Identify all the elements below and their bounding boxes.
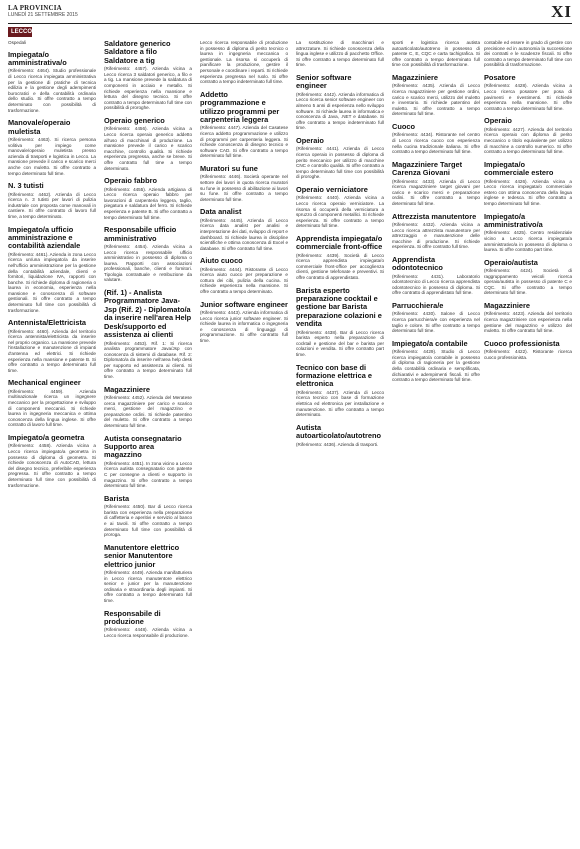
job-description: (Riferimento: 4447). Azienda del Casatese ricerca addetto programmazione e utilizzo di programmi per carpenteria leggera. Si richiede conoscenza di disegno tecnico e software CAD. Si offre contratto a tempo determinato full time. — [200, 125, 288, 159]
job-listing — [296, 74, 384, 131]
job-title: Autista consegnatario Supporto area magazzino — [104, 433, 182, 460]
job-listing — [392, 161, 480, 207]
job-description: (Riferimento: 4463). Si ricerca persona volitiva per impiego come manovale/operaio muletista presso azienda di trasporti e logistica in Lecco. La mansione prevede il carico e scarico merci anche con muletto. Si offre contratto a tempo determinato full time. — [8, 136, 96, 176]
job-description: (Riferimento: 4444). Ristorante di Lecco ricerca aiuto cuoco per preparazione e cottura dei cibi, pulizia della cucina. Si richiede esperienza nella mansione. Si offre contratto a tempo determinato. — [200, 266, 288, 295]
job-title: Apprendista impiegata/o commerciale front-office — [296, 233, 383, 252]
job-description: contabile ed essere in grado di gestire con precisione ed in autonomia la successione dei contratti e le scadenze fiscali. Si offre contratto a tempo determinato full time con possibilità di trasformazione. — [484, 40, 572, 68]
job-description: (Riferimento: 4451). In zona vicino a Lecco ricerca autista consegnatario con patente C per consegne a clienti e supporto in magazzino. Si offre contratto a tempo determinato full time. — [104, 460, 192, 489]
job-title: Addetto programmazione e utilizzo programmi per carpenteria leggera — [200, 89, 280, 124]
job-title: Autista autoarticolato/autotreno — [296, 422, 381, 441]
job-listings — [8, 40, 572, 845]
job-listing — [8, 51, 96, 114]
job-description: (Riferimento: 4432). Azienda vicina a Lecco ricerca attrezzista manutentore per attrezzaggio e manutenzione delle macchine di produzione. Si richiede esperienza. Si offre contratto full time. — [392, 221, 480, 250]
job-description: (Riferimento: 4461). Azienda in zona Lecco ricerca un/una impiegato/a da inserire nell'ufficio amministrazione per la gestione della contabilità aziendale, clienti e fornitori, liquidazione IVA, rapporti con banche. Si richiede diploma di ragioneria o laurea in economia, esperienza nella mansione e conoscenza di software gestionali. Si offre contratto a tempo determinato full time con possibilità di trasformazione. — [8, 251, 96, 313]
job-listing — [104, 435, 192, 489]
column-1 — [8, 40, 96, 845]
job-listing — [200, 40, 288, 85]
job-title: Senior software engineer — [296, 72, 352, 91]
job-description: (Riferimento: 4459). Azienda multinazionale ricerca un ingegnere meccanico per la progettazione e sviluppo di componenti meccanici. Si richiede laurea in ingegneria meccanica e ottima conoscenza della lingua inglese. Si offre contratto di lavoro full time. — [8, 388, 96, 428]
job-description: (Riferimento: 4436). Azienda di trasporti. — [296, 441, 379, 447]
job-listing — [8, 226, 96, 314]
job-title: Muratori su fune — [200, 163, 258, 173]
job-description: (Riferimento: 4457). Azienda vicina a Lecco ricerca 3 saldatori generico, a filo e a tig. La mansione prevede la saldatura di componenti in acciaio e metallo. Si richiede esperienza nella mansione e lettura del disegno tecnico. Si offre contratto a tempo determinato full time con possibilità di proroghe. — [104, 66, 192, 111]
job-title: Operaio fabbro — [104, 176, 157, 186]
job-title: Responsabile di produzione — [104, 608, 161, 626]
job-title: Impiegata/o amministrativa/o — [8, 49, 67, 67]
job-listing — [392, 123, 480, 155]
job-listing — [104, 544, 192, 604]
job-title: Magazziniere — [104, 384, 151, 394]
job-description: (Riferimento: 4443). Azienda informatica di Lecco ricerca junior software engineer. Si richiede laurea in informatica o ingegneria e conoscenza di linguaggi di programmazione. Si offre contratto full time. — [200, 310, 288, 344]
job-listing — [104, 495, 192, 538]
column-4 — [296, 40, 384, 845]
job-title: Saldatore generico Saldatore a filo Saldatore a tig — [104, 40, 171, 65]
job-description: (Riferimento: 4450). Bar di Lecco ricerca barista con esperienza nella preparazione di caffetteria e aperitivi e servizio al banco e ai tavoli. Si offre contratto a tempo determinato full time con possibilità di proroga. — [104, 504, 192, 538]
job-description: (Riferimento: 4460). Azienda del territorio ricerca antennista/elettricista da inserire nel proprio organico. La mansione prevede l'installazione e manutenzione di impianti d'antenna ed elettrici. Si richiede esperienza nella mansione e patente B. Si offre contratto a tempo determinato full time. — [8, 328, 96, 373]
job-description: (Riferimento: 4430). Salone di Lecco ricerca parrucchiera/e con esperienza nel taglio e colore. Si offre contratto a tempo determinato full time. — [392, 311, 480, 334]
job-listing — [392, 74, 480, 117]
job-description: (Riferimento: 4428). Azienda vicina a Lecco ricerca posatore per posa di pavimenti e rivestimenti. Si richiede esperienza nella mansione. Si offre contratto a tempo determinato full time. — [484, 83, 572, 111]
page-number: XI — [551, 2, 572, 21]
job-listing — [484, 40, 572, 68]
job-listing — [104, 226, 192, 283]
job-listing — [200, 165, 288, 202]
job-title: Responsabile ufficio amministrativo — [104, 225, 177, 243]
job-description: (Riferimento: 4453). Rif. 1: Si ricerca analista programmatore Java/Jsp con conoscenza di sistemi di database. Rif. 2: Diplomato/a da inserire nell'area help desk per supporto ed assistenza ai clienti. Si offre contratto a tempo determinato full time. — [104, 340, 192, 380]
job-title: Manutentore elettrico senior Manutentore elettrico junior — [104, 542, 180, 569]
job-listing — [200, 257, 288, 294]
job-listing — [8, 319, 96, 373]
job-title: Cuoco professionista — [484, 338, 560, 348]
job-listing — [104, 289, 192, 380]
job-description: (Riferimento: 4449). Azienda manifatturiera in Lecco ricerca manutentore elettrico senior e junior per la manutenzione ordinaria e straordinaria degli impianti. Si offre contratto a tempo determinato full time. — [104, 570, 192, 603]
job-title: Cuoco — [392, 121, 415, 131]
job-description: (Riferimento: 4427). Azienda del territorio ricerca operaio con diploma di perito meccanico o titolo equivalente per utilizzo di macchine a controllo numerico. Si offre contratto a tempo determinato full time. — [484, 126, 572, 155]
job-listing — [104, 386, 192, 429]
issue-date: LUNEDÌ 21 SETTEMBRE 2015 — [8, 12, 78, 18]
column-5 — [392, 40, 480, 845]
job-title: Magazziniere — [484, 301, 531, 311]
job-description: Lecco ricerca responsabile di produzione in possesso di diploma di perito tecnico o laurea in ingegneria meccanica o gestionale. La risorsa si occuperà di pianificare la produzione, gestire il personale e coordinare i reparti. Si richiede esperienza pregressa nel ruolo. Si offre contratto a tempo indeterminato full time. — [200, 40, 288, 85]
job-listing — [296, 186, 384, 229]
job-title: Aiuto cuoco — [200, 256, 243, 266]
job-description: (Riferimento: 4439). Società di Lecco ricerca apprendista impiegata/o commerciale front-office per accoglienza clienti, gestione telefonate e preventivi. Si offre contratto di apprendistato. — [296, 252, 384, 281]
column-intro: Ospedali — [8, 40, 27, 45]
job-listing — [296, 40, 384, 68]
job-description: (Riferimento: 4423). Azienda del territorio ricerca magazziniere con esperienza nella gestione del magazzino e utilizzo del muletto. Si offre contratto full time. — [484, 311, 572, 334]
job-title: Impiegato/a ufficio amministrazione e contabilità aziendale — [8, 224, 81, 251]
job-description: (Riferimento: 4424). Società di raggruppamento veicoli ricerca operaio/autista in possesso di patente C e CQC. Si offre contratto a tempo determinato full time. — [484, 268, 572, 296]
job-description: (Riferimento: 4425). Centro residenziale vicino a Lecco ricerca impiegato/a amministrativo/a in possesso di diploma o laurea. Si offre contratto part time. — [484, 230, 572, 253]
job-description: (Riferimento: 4458). Azienda vicina a Lecco ricerca impiegato/a geometra in possesso di diploma di geometra. Si richiede conoscenza di AutoCAD, lettura del disegno tecnico, preferibile esperienza pregressa. Si offre contratto a tempo determinato full time con possibilità di trasformazione. — [8, 443, 96, 488]
job-listing — [200, 301, 288, 344]
job-listing — [8, 119, 96, 176]
job-description: (Riferimento: 4441). Azienda di Lecco ricerca operaio in possesso di diploma di perito meccanico per utilizzo di macchine CNC e controllo qualità. Si offre contratto a tempo determinato full time con possibilità di proroghe. — [296, 146, 384, 180]
job-title: Manovale/operaio muletista — [8, 118, 71, 136]
column-2 — [104, 40, 192, 845]
job-listing — [392, 256, 480, 296]
section-label: LECCO — [8, 27, 32, 37]
job-title: Impiegato/a contabile — [392, 338, 468, 348]
job-title: Attrezzista manutentore — [392, 211, 477, 221]
job-description: (Riferimento: 4422). Ristorante ricerca cuoco professionista. — [484, 349, 572, 360]
job-title: Antennista/Elettricista — [8, 318, 87, 328]
job-description: (Riferimento: 4448). Azienda vicina a Lecco ricerca responsabile di produzione. — [104, 627, 192, 638]
job-listing — [392, 340, 480, 383]
job-description: (Riferimento: 4462). Azienda di Lecco ricerca n. 3 tutisti per lavori di pulizia industriale con proposta come manovali in cantiere. Si offre contratto di lavoro full time, a tempo determinato. — [8, 191, 96, 219]
job-description: (Riferimento: 4446). Società operante nel settore dei lavori in quota ricerca muratori su fune in possesso di abilitazione ai lavori su fune. Si offre contratto a tempo determinato full time. — [200, 174, 288, 202]
job-description: (Riferimento: 4454). Azienda vicina a Lecco ricerca responsabile ufficio amministrativo in possesso di diploma o laurea. Rapporti con associazioni professionali, banche, clienti e fornitori. Tipologia contrattuale e retribuzione da valutare. — [104, 243, 192, 283]
job-listing — [484, 161, 572, 207]
job-title: Tecnico con base di formazione elettrica e elettronica — [296, 362, 372, 389]
job-description: (Riferimento: 4440). Azienda vicina a Lecco ricerca operaio verniciatore. La risorsa si occuperà della verniciatura a spruzzo di componenti metallici. Si richiede esperienza. Si offre contratto a tempo determinato full time. — [296, 195, 384, 229]
job-title: Apprendista odontotecnico — [392, 254, 443, 273]
job-description: sporti e logistica ricerca autista autoarticolato/autotreno in possesso di patente C, E, CQC e carta tachigrafica. Si offre contratto a tempo determinato full time con possibilità di trasformazione. — [392, 40, 480, 68]
job-title: Parrucchiera/e — [392, 301, 444, 311]
job-listing — [392, 302, 480, 334]
job-title: Magazziniere Target Carenza Giovani — [392, 159, 463, 178]
column-3 — [200, 40, 288, 845]
job-listing — [484, 302, 572, 334]
job-title: Data analist — [200, 207, 242, 217]
job-description: (Riferimento: 4437). Azienda di Lecco ricerca tecnico con base di formazione elettrica ed elettronica per installazione e manutenzione. Si offre contratto a tempo determinato. — [296, 389, 384, 418]
job-description: (Riferimento: 4431). Laboratorio odontotecnico di Lecco ricerca apprendista odontotecnico in possesso di diploma. Si offre contratto di apprendistato full time. — [392, 273, 480, 296]
job-listing — [296, 364, 384, 418]
job-title: Junior software engineer — [200, 299, 288, 309]
column-6 — [484, 40, 572, 845]
job-listing — [104, 40, 192, 111]
job-title: Barista — [104, 493, 130, 503]
job-listing — [484, 117, 572, 154]
job-listing — [200, 91, 288, 159]
job-title: N. 3 tutisti — [8, 181, 44, 191]
job-listing — [200, 208, 288, 251]
publication-name: LA PROVINCIA — [8, 4, 62, 12]
job-title: Posatore — [484, 72, 516, 82]
job-description: (Riferimento: 4435). Azienda di Lecco ricerca magazziniere per gestione ordini, carico e scarico merci, utilizzo del muletto e inventario. Si richiede patentino del muletto. Si offre contratto a tempo determinato full time. — [392, 83, 480, 117]
job-title: Operaio/autista — [484, 257, 538, 267]
job-title: Operaio — [296, 135, 324, 145]
job-description: (Riferimento: 4442). Azienda informatica di Lecco ricerca senior software engineer con almeno 5 anni di esperienza nello sviluppo software. Si richiede laurea in informatica e conoscenza di Java, .NET e database. Si offre contratto a tempo indeterminato full time. — [296, 91, 384, 131]
job-title: Operaio — [484, 116, 512, 126]
job-listing — [484, 213, 572, 253]
job-listing — [296, 424, 384, 447]
job-description: (Riferimento: 4445). Azienda di Lecco ricerca data analist per analisi e interpretazione dei dati, sviluppo di report e dashboard. Si richiede laurea in discipline scientifiche e ottima conoscenza di Excel e database. Si offre contratto full time. — [200, 217, 288, 251]
job-description: (Riferimento: 4434). Ristorante nel centro di Lecco ricerca cuoco con esperienza nella cucina tradizionale italiana. Si offre contratto a tempo determinato full time. — [392, 132, 480, 155]
job-listing — [8, 182, 96, 219]
job-description: (Riferimento: 4455). Azienda artigiana di Lecco ricerca operaio fabbro per lavorazioni di carpenteria leggera, taglio, piegatura e saldatura del ferro. Si richiede esperienza e patente B. Si offre contratto a tempo determinato full time. — [104, 186, 192, 220]
job-title: (Rif. 1) - Analista Programmatore Java-Jsp (Rif. 2) - Diplomato/a da inserire nell'area Help Desk/supporto ed assistenza ai clienti — [104, 288, 192, 340]
job-title: Operaio generico — [104, 115, 165, 125]
job-title: Impiegato/a amministrativo/a — [484, 211, 543, 229]
job-title: Barista esperto preparazione cocktail e gestione bar Barista preparazione colazioni e vendita — [296, 285, 382, 329]
job-description: La sostituzione di macchinari e attrezzature. Si richiede conoscenza della lingua inglese e utilizzo di pacchetto Office. Si offre contratto a tempo determinato full time. — [296, 40, 384, 68]
job-listing — [296, 287, 384, 358]
job-listing — [484, 74, 572, 111]
job-listing — [392, 213, 480, 250]
job-listing — [8, 379, 96, 428]
job-listing — [8, 434, 96, 488]
job-listing — [104, 117, 192, 171]
job-listing — [296, 235, 384, 281]
job-listing — [392, 40, 480, 68]
job-description: (Riferimento: 4438). Bar di Lecco ricerca barista esperto nella preparazione di cocktail e gestione del bar e barista per colazioni e vendita. Si offre contratto part time. — [296, 329, 384, 358]
job-listing — [104, 610, 192, 639]
job-title: Impiegato/a geometra — [8, 432, 85, 442]
job-description: (Riferimento: 4452). Azienda del Meratese cerca magazziniere per carico e scarico merci, gestione del magazzino e preparazione ordini. Si richiede patentino del muletto. Si offre contratto a tempo determinato full time. — [104, 395, 192, 429]
job-description: (Riferimento: 4429). Studio di Lecco ricerca impiegato/a contabile in possesso di diploma di ragioneria per la gestione della contabilità ordinaria e semplificata, dichiarativi e adempimenti fiscali. Si offre contratto a tempo determinato full time. — [392, 349, 480, 383]
masthead — [8, 4, 572, 22]
job-title: Mechanical engineer — [8, 378, 81, 388]
job-description: (Riferimento: 4433). Azienda di Lecco ricerca magazziniere target giovani per carico e scarico merci e preparazione ordini. Si offre contratto a tempo determinato full time. — [392, 178, 480, 206]
job-listing — [104, 177, 192, 220]
job-listing — [484, 259, 572, 296]
job-title: Operaio verniciatore — [296, 184, 368, 194]
job-title: Impiegata/o commerciale estero — [484, 159, 554, 178]
job-description: (Riferimento: 4456). Azienda vicina a Lecco ricerca operaio generico addetto all'uso di macchinari di produzione. La mansione prevede il carico e scarico macchine, controllo qualità. Si richiede esperienza pregressa, anche se breve. Si offre contratto full time a tempo determinato. — [104, 126, 192, 171]
job-description: (Riferimento: 4464). Studio professionale di Lecco ricerca impiegata amministrativa per la gestione di pratiche di tecnica edilizia e la gestione degli adempimenti burocratici e della contabilità ordinaria dello studio. Si offre contratto a tempo determinato con possibilità di trasformazione. — [8, 68, 96, 113]
job-title: Magazziniere — [392, 72, 439, 82]
job-listing — [296, 137, 384, 180]
job-listing — [484, 340, 572, 361]
header-rule — [8, 23, 572, 24]
job-description: (Riferimento: 4426). Azienda vicina a Lecco ricerca impiegata/o commerciale estero con ottima conoscenza della lingua inglese e tedesca. Si offre contratto a tempo determinato full time. — [484, 178, 572, 206]
